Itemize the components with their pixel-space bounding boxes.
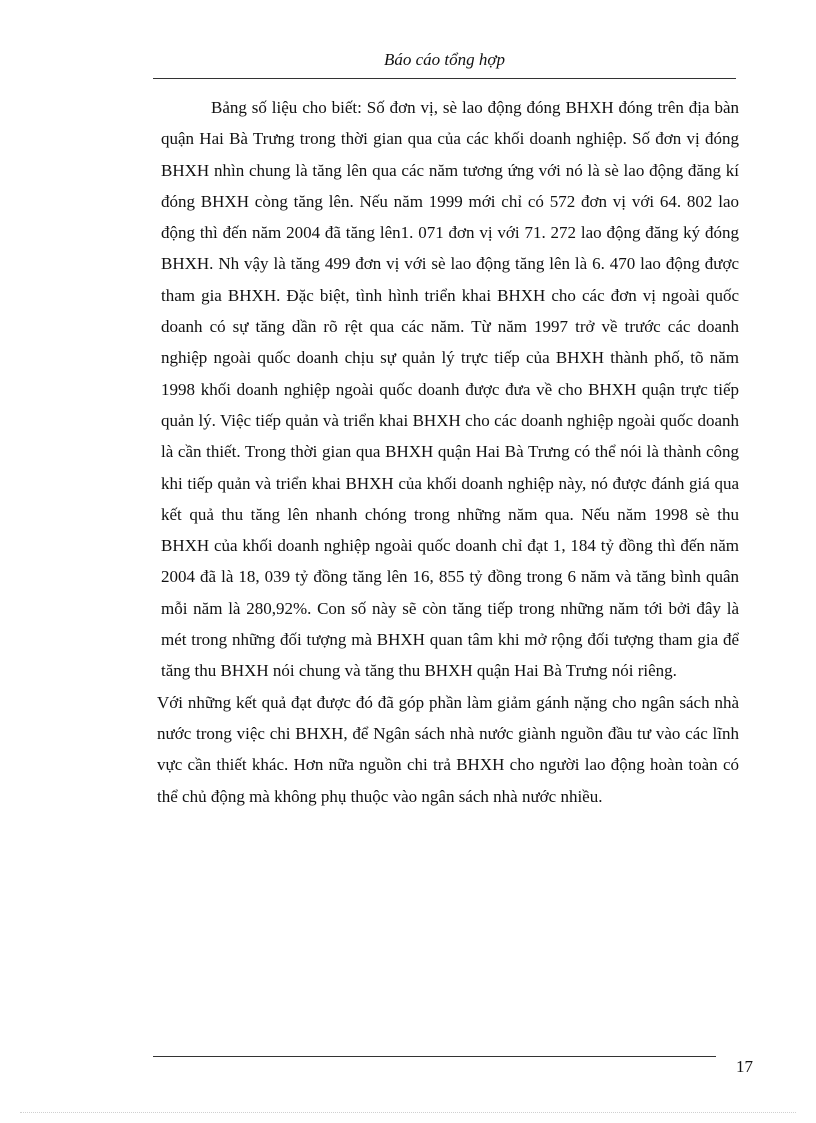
paragraph-2: Với những kết quả đạt được đó đã góp phần làm giảm gánh nặng cho ngân sách nhà nước trong việc chi BHXH, để Ngân sách nhà nước giành nguồn đầu tư vào các lĩnh vực cần thiết khác. Hơn nữa nguồn chi trả BHXH cho người lao động hoàn toàn có thể chủ động mà không phụ thuộc vào ngân sách nhà nước nhiều.	[157, 692, 739, 806]
document-body	[157, 92, 739, 812]
page-header-title: Báo cáo tổng hợp	[384, 50, 505, 69]
paragraph-1: Bảng số liệu cho biết: Số đơn vị, sè lao động đóng BHXH đóng trên địa bàn quận Hai Bà Trưng trong thời gian qua của các khối doanh nghiệp. Số đơn vị đóng BHXH nhìn chung là tăng lên qua các năm tương ứng với nó là sè lao động đăng kí đóng BHXH còng tăng lên. Nếu năm 1999 mới chỉ có 572 đơn vị với 64. 802 lao động thì đến năm 2004 đã tăng lên1. 071 đơn vị với 71. 272 lao động đăng ký đóng BHXH. Nh vậy là tăng 499 đơn vị với sè lao động tăng lên là 6. 470 lao động được tham gia BHXH. Đặc biệt, tình hình triển khai BHXH cho các đơn vị ngoài quốc doanh có sự tăng dần rõ rệt qua các năm. Từ năm 1997 trở về trước các doanh nghiệp ngoài quốc doanh chịu sự quản lý trực tiếp của BHXH thành phố, tõ năm 1998 khối doanh nghiệp ngoài quốc doanh được đưa về cho BHXH quận trực tiếp quản lý. Việc tiếp quản và triển khai BHXH cho các doanh nghiệp ngoài quốc doanh là cần thiết. Trong thời gian qua BHXH quận Hai Bà Trưng có thể nói là thành công khi tiếp quản và triển khai BHXH của khối doanh nghiệp này, nó được đánh giá qua kết quả thu tăng lên nhanh chóng trong những năm qua. Nếu năm 1998 sè thu BHXH của khối doanh nghiệp ngoài quốc doanh chỉ đạt 1, 184 tỷ đồng thì đến năm 2004 đã là 18, 039 tỷ đồng tăng lên 16, 855 tỷ đồng trong 6 năm và tăng bình quân mỗi năm là 280,92%. Con số này sẽ còn tăng tiếp trong những năm tới bởi đây là mét trong những đối tượng mà BHXH quan tâm khi mở rộng đối tượng tham gia để tăng thu BHXH nói chung và tăng thu BHXH quận Hai Bà Trưng nói riêng.	[161, 98, 739, 681]
page-edge-divider	[20, 1112, 796, 1113]
footer-divider	[153, 1056, 716, 1057]
page-number: 17	[736, 1057, 753, 1076]
header-divider	[153, 78, 736, 79]
